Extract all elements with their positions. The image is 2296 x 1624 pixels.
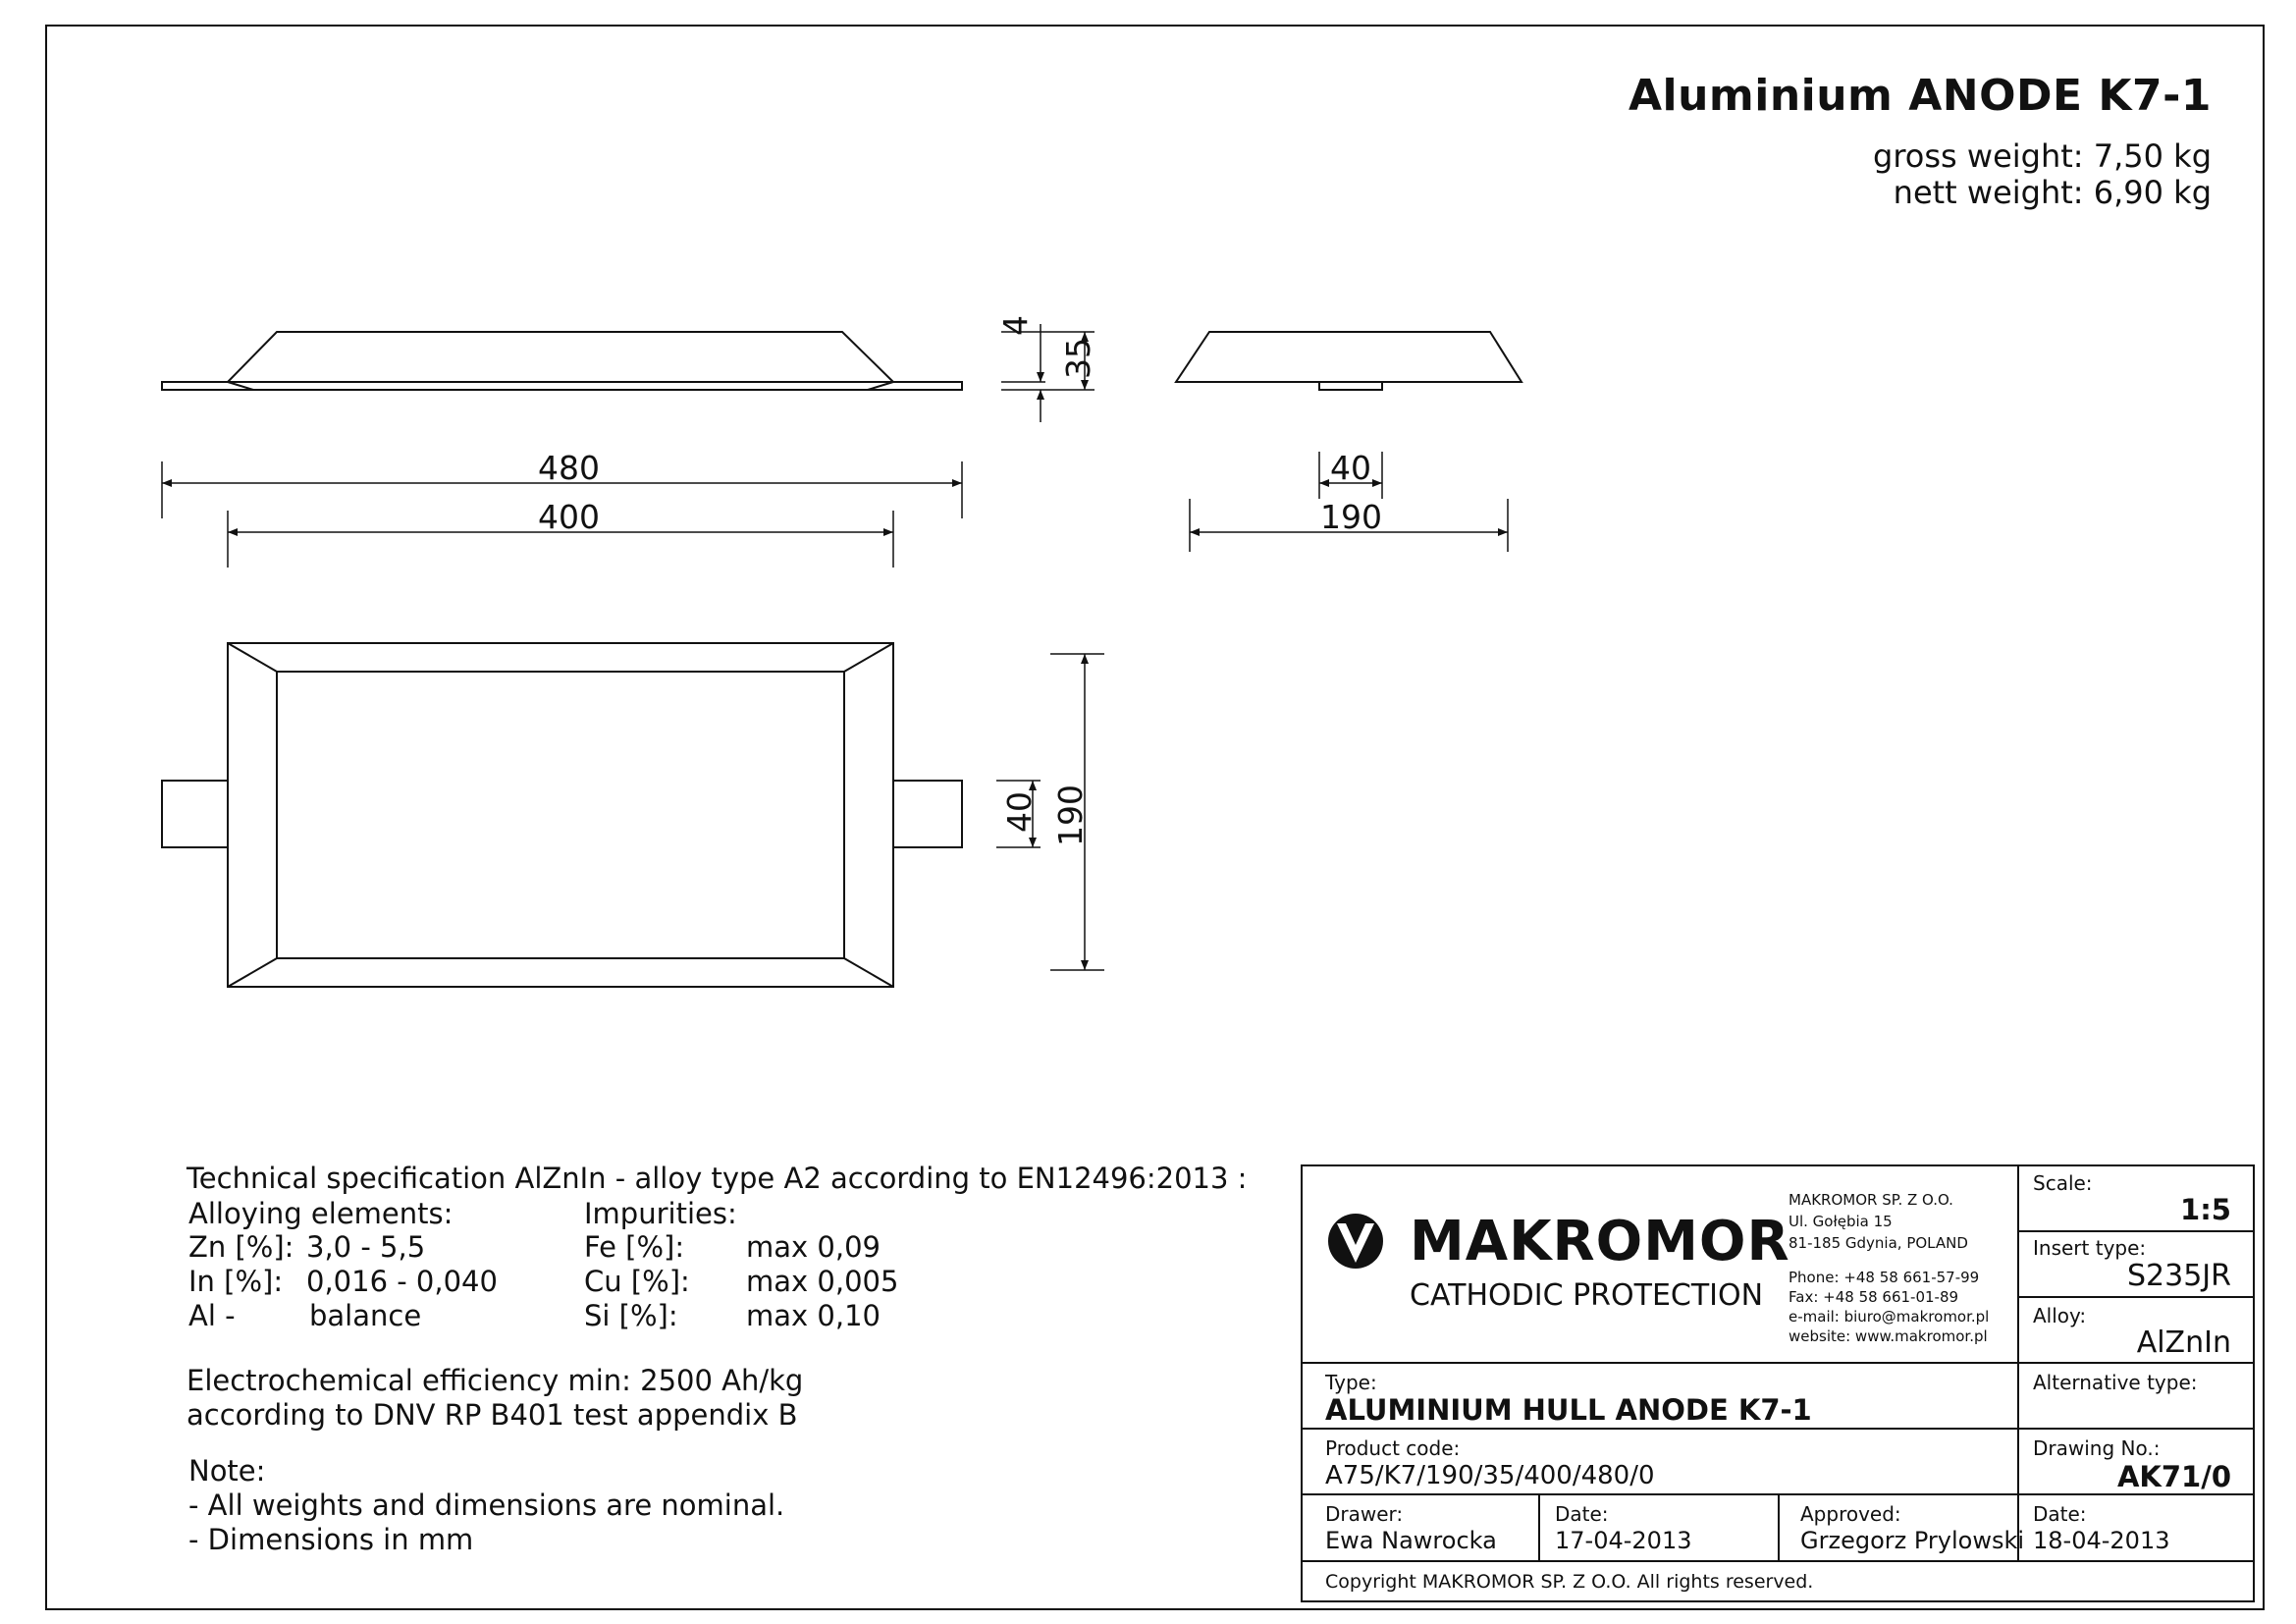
alloy-value: 0,016 - 0,040	[306, 1265, 498, 1298]
dim-35: 35	[1059, 338, 1097, 379]
drawing-number-label: Drawing No.:	[2033, 1436, 2161, 1460]
address-line: website: www.makromor.pl	[1789, 1327, 1988, 1345]
dim-end-40: 40	[1330, 449, 1371, 487]
approved-label: Approved:	[1800, 1502, 1901, 1526]
date-label: Date:	[2033, 1502, 2087, 1526]
date-label: Date:	[1555, 1502, 1609, 1526]
dim-plan-190: 190	[1051, 785, 1090, 846]
address-line: MAKROMOR SP. Z O.O.	[1789, 1191, 1953, 1209]
alloy-name: Zn [%]:	[188, 1230, 294, 1264]
plan-view	[162, 643, 962, 987]
alloying-heading: Alloying elements:	[188, 1197, 454, 1230]
makromor-logo-icon	[1328, 1214, 1383, 1269]
alloy-name: In [%]:	[188, 1265, 284, 1298]
company-subtitle: CATHODIC PROTECTION	[1410, 1278, 1764, 1313]
product-code-label: Product code:	[1325, 1436, 1461, 1460]
impurity-value: max 0,09	[746, 1230, 881, 1264]
impurity-name: Si [%]:	[584, 1299, 678, 1332]
company-logo-text: MAKROMOR	[1410, 1210, 1790, 1273]
alloy-value-field: AlZnIn	[2136, 1326, 2231, 1360]
scale-value: 1:5	[2180, 1193, 2231, 1226]
drawer-label: Drawer:	[1325, 1502, 1404, 1526]
dim-plan-40: 40	[1000, 791, 1039, 833]
scale-label: Scale:	[2033, 1171, 2093, 1195]
insert-type-value: S235JR	[2127, 1259, 2231, 1293]
insert-type-label: Insert type:	[2033, 1236, 2147, 1260]
end-view	[1176, 332, 1522, 390]
type-value: ALUMINIUM HULL ANODE K7-1	[1325, 1393, 1812, 1427]
impurity-name: Cu [%]:	[584, 1265, 690, 1298]
alternative-type-label: Alternative type:	[2033, 1371, 2198, 1394]
dim-400: 400	[538, 498, 600, 536]
dim-4: 4	[996, 315, 1035, 336]
date-value: 18-04-2013	[2033, 1527, 2170, 1554]
impurities-heading: Impurities:	[584, 1197, 737, 1230]
alloy-label: Alloy:	[2033, 1304, 2087, 1327]
spec-heading: Technical specification AlZnIn - alloy type A2 according to EN12496:2013 :	[187, 1162, 1248, 1195]
impurity-name: Fe [%]:	[584, 1230, 685, 1264]
note-item: - Dimensions in mm	[188, 1523, 474, 1556]
approved-value: Grzegorz Prylowski	[1800, 1527, 2025, 1554]
dim-end-190: 190	[1320, 498, 1382, 536]
address-line: e-mail: biuro@makromor.pl	[1789, 1308, 1990, 1326]
alloy-value: 3,0 - 5,5	[306, 1230, 426, 1264]
type-label: Type:	[1325, 1371, 1377, 1394]
product-code-value: A75/K7/190/35/400/480/0	[1325, 1461, 1655, 1490]
drawing-number-value: AK71/0	[2116, 1460, 2231, 1493]
efficiency-line-2: according to DNV RP B401 test appendix B	[187, 1398, 798, 1432]
gross-weight: gross weight: 7,50 kg	[1873, 137, 2212, 175]
drawing-title: Aluminium ANODE K7-1	[1628, 71, 2212, 121]
drawer-value: Ewa Nawrocka	[1325, 1527, 1497, 1554]
alloy-name: Al -	[188, 1299, 236, 1332]
address-line: 81-185 Gdynia, POLAND	[1789, 1234, 1968, 1252]
alloy-value: balance	[309, 1299, 422, 1332]
nett-weight: nett weight: 6,90 kg	[1893, 174, 2212, 211]
dim-480: 480	[538, 449, 600, 487]
note-heading: Note:	[188, 1454, 266, 1488]
address-line: Ul. Gołębia 15	[1789, 1213, 1893, 1230]
copyright: Copyright MAKROMOR SP. Z O.O. All rights reserved.	[1325, 1571, 1814, 1593]
note-item: - All weights and dimensions are nominal.	[188, 1489, 785, 1522]
date-value: 17-04-2013	[1555, 1527, 1692, 1554]
efficiency-line-1: Electrochemical efficiency min: 2500 Ah/kg	[187, 1364, 804, 1397]
address-line: Phone: +48 58 661-57-99	[1789, 1269, 1980, 1286]
address-line: Fax: +48 58 661-01-89	[1789, 1288, 1959, 1306]
side-view	[162, 332, 962, 390]
impurity-value: max 0,005	[746, 1265, 899, 1298]
impurity-value: max 0,10	[746, 1299, 881, 1332]
